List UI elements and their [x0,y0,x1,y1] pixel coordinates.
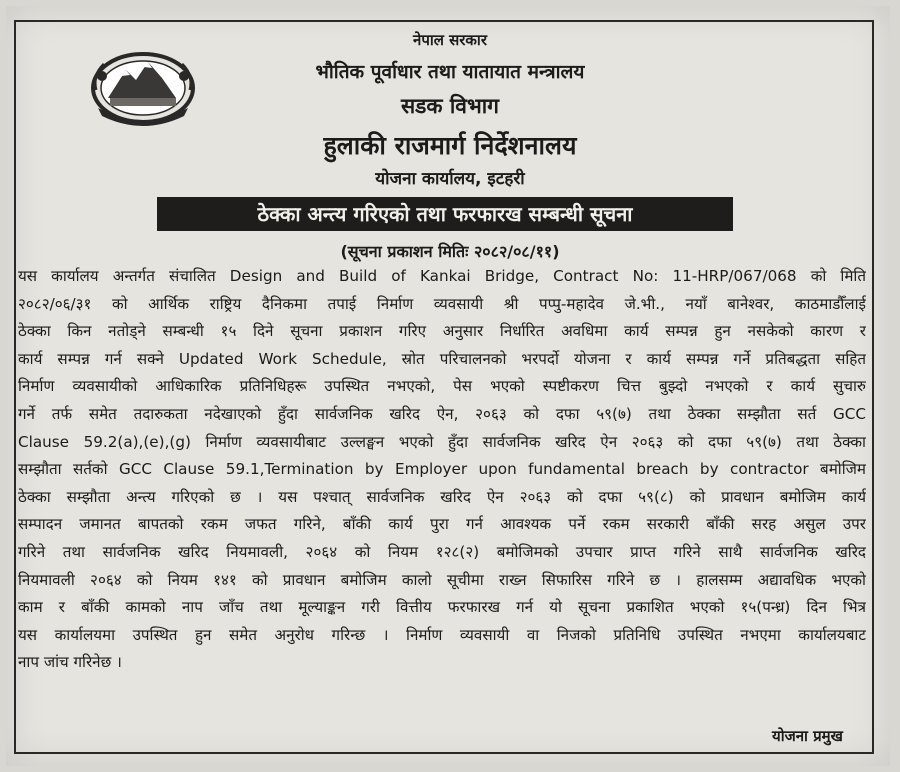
body-line: कार्य सम्पन्न गर्न सक्ने Updated Work Schedule, स्रोत परिचालनको भरपर्दो योजना र कार्य सम्पन्न गर्ने प्रतिबद्धता सहित [18,349,866,368]
notice-title-banner: ठेक्का अन्त्य गरिएको तथा फरफारख सम्बन्धी सूचना [157,197,733,231]
office-name: योजना कार्यालय, इटहरी [375,169,525,189]
directorate-name: हुलाकी राजमार्ग निर्देशनालय [323,131,577,160]
body-line: गर्ने तर्फ समेत तदारुकता नदेखाएको हुँदा सार्वजनिक खरिद ऐन, २०६३ को दफा ५९(७) तथा ठेक्का सम्झौता सर्त GCC [18,404,866,423]
body-line: ठेक्का किन नतोड्ने सम्बन्धी १५ दिने सूचना प्रकाशन गरिए अनुसार निर्धारित अवधिमा कार्य सम्पन्न हुन नसकेको कारण र [18,322,866,341]
body-line: यस कार्यालय अन्तर्गत संचालित Design and Build of Kankai Bridge, Contract No: 11-HRP/067/068 को मिति [18,267,866,285]
department-name: सडक विभाग [400,94,499,118]
signatory-title: योजना प्रमुख [772,727,843,745]
body-line: नियमावली २०६४ को नियम १४१ को प्रावधान बमोजिम कालो सूचीमा राख्न सिफारिस गरिने छ । हालसम्म अद्यावधिक भएको [18,570,866,589]
government-name: नेपाल सरकार [413,31,487,49]
body-line: यस कार्यालयमा उपस्थित हुन समेत अनुरोध गरिन्छ । निर्माण व्यवसायी वा निजको प्रतिनिधि उपस्थित नभएमा कार्यालयबाट [18,625,866,644]
body-line: नाप जांच गरिनेछ । [18,653,122,672]
body-line: गरिने तथा सार्वजनिक खरिद नियमावली, २०६४ को नियम १२८(२) बमोजिमको उपचार प्राप्त गरिने साथै सार्वजनिक खरिद [18,542,866,561]
body-line: २०८२/०६/३१ को आर्थिक राष्ट्रिय दैनिकमा तपाई निर्माण व्यवसायी श्री पप्पु-महादेव जे.भी., नयाँ बानेश्वर, काठमाडौँलाई [18,294,866,313]
body-line: निर्माण व्यवसायीको आधिकारिक प्रतिनिधिहरू उपस्थित नभएको, पेस भएको स्पष्टीकरण चित्त बुझ्दो नभएको र कार्य सुचारु [18,377,866,396]
notice-body [18,263,866,677]
body-line: Clause 59.2(a),(e),(g) निर्माण व्यवसायीबाट उल्लङ्घन भएको हुँदा सार्वजनिक खरिद ऐन २०६३ को दफा ५९(७) तथा ठेक्का [18,432,866,451]
body-line: ठेक्का सम्झौता अन्त्य गरिएको छ । यस पश्चात् सार्वजनिक खरिद ऐन २०६३ को दफा ५९(८) को प्रावधान बमोजिम कार्य [18,487,866,506]
body-line: काम र बाँकी कामको नाप जाँच तथा मूल्याङ्कन गरी वित्तीय फरफारख गर्न यो सूचना प्रकाशित भएको १५(पन्ध्र) दिन भित्र [18,598,866,617]
body-line: सम्पादन जमानत बापतको रकम जफत गरिने, बाँकी कार्य पुरा गर्न आवश्यक पर्ने रकम सरकारी बाँकी सरह असुल उपर [18,515,866,534]
ministry-name: भौतिक पूर्वाधार तथा यातायात मन्त्रालय [315,61,585,83]
body-line: सम्झौता सर्तको GCC Clause 59.1,Termination by Employer upon fundamental breach by contractor बमोजिम [18,460,866,479]
publication-date: (सूचना प्रकाशन मितिः २०८२/०८/११) [340,242,560,261]
